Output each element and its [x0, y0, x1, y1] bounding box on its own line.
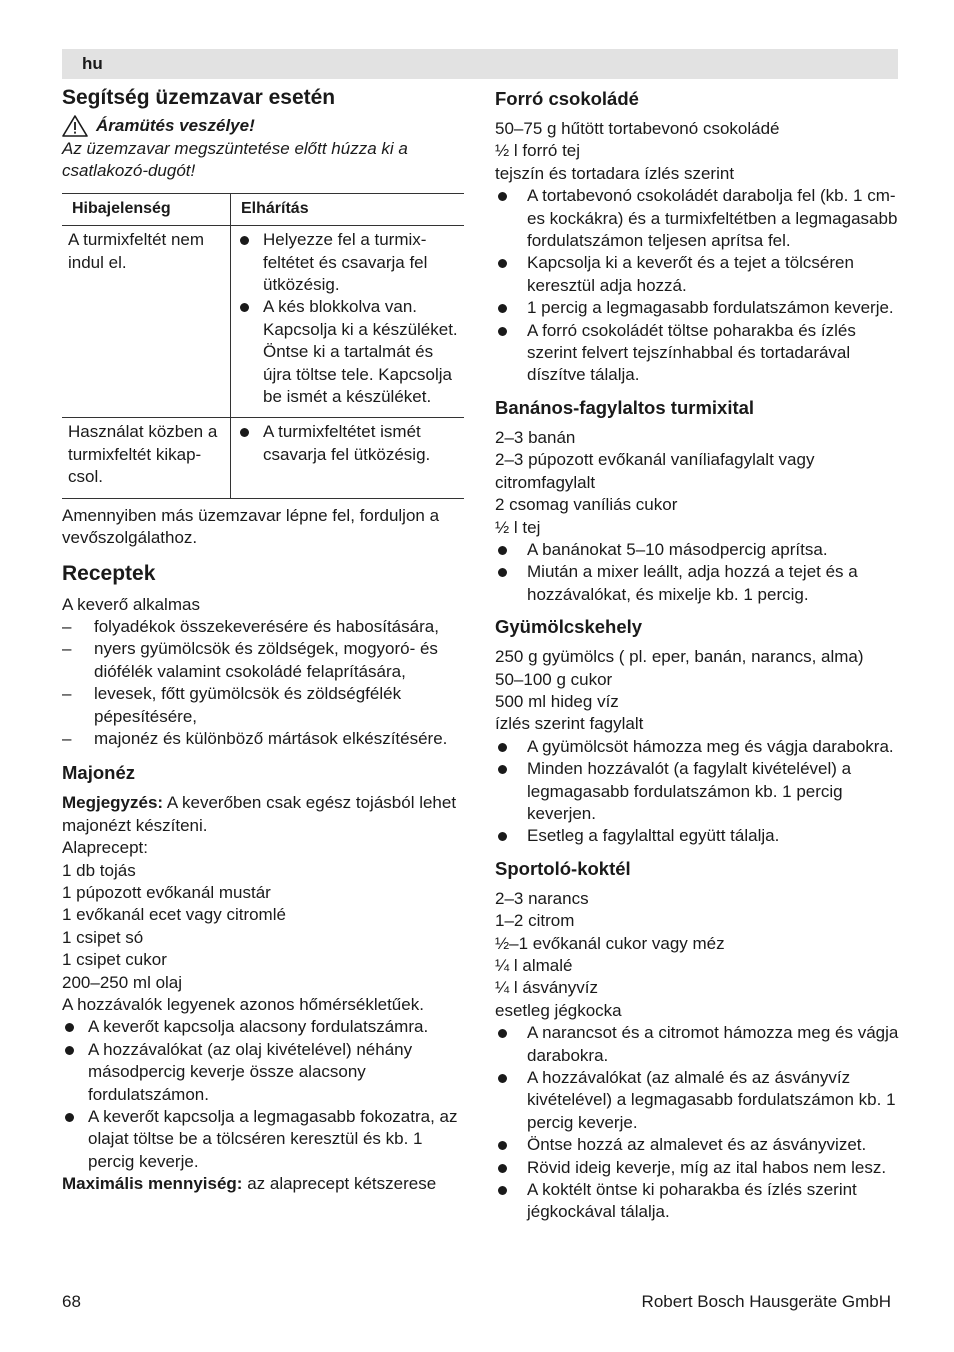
ingredient: 250 g gyümölcs ( pl. eper, banán, narancs, alma): [495, 647, 864, 667]
remedy-cell: [231, 226, 465, 418]
remedy-item: A kés blokkolva van. Kapcsolja ki a készüléket. Öntse ki a tartalmát és újra töltse tele. Kapcsolja be ismét a készüléket.: [237, 296, 460, 408]
recipes-title: Receptek: [62, 561, 156, 585]
ingredient: 1 púpozott evőkanál mustár: [62, 882, 271, 902]
ingredient: 500 ml hideg víz: [495, 691, 619, 711]
step-item: A tortabevonó csokoládét darabolja fel (kb. 1 cm-es kockákra) és a turmixfeltétben a legmagasabb fordulatszámon teljesen aprítsa fel.: [495, 185, 899, 252]
right-column: [495, 86, 899, 1224]
ingredient: 1 db tojás: [62, 860, 136, 880]
problem-cell: A turmixfeltét nem indul el.: [62, 226, 231, 418]
service-note: Amennyiben más üzemzavar lépne fel, forduljon a vevőszolgálathoz.: [62, 505, 440, 548]
list-item: – nyers gyümölcsök és zöldségek, mogyoró- és diófélék valamint csokoládé felaprítására,: [62, 638, 464, 683]
recipe-title: Sportoló-koktél: [495, 857, 631, 879]
fault-table: [62, 193, 464, 499]
step-item: A narancsot és a citromot hámozza meg és vágja darabokra.: [495, 1022, 899, 1067]
step-item: A koktélt öntse ki poharakba és ízlés szerint jégkockával tálalja.: [495, 1179, 899, 1224]
recipes-intro: A keverő alkalmas: [62, 594, 200, 614]
table-header-problem: Hibajelenség: [62, 193, 231, 225]
left-column: [62, 84, 464, 1196]
mayo-base-label: Alaprecept:: [62, 838, 148, 858]
mayo-note-text: A keverőben csak egész tojásból lehet majonézt készíteni.: [62, 793, 457, 835]
recipe-steps: [495, 1022, 899, 1224]
remedy-cell: [231, 418, 465, 498]
step-item: A banánokat 5–10 másodpercig aprítsa.: [495, 539, 899, 561]
recipe-steps: [495, 736, 899, 848]
recipes-uses-list: [62, 616, 464, 750]
step-item: A keverőt kapcsolja alacsony fordulatszámra.: [62, 1016, 464, 1038]
ingredient: 2 csomag vaníliás cukor: [495, 495, 678, 515]
mayo-max: [62, 1173, 464, 1195]
step-item: A hozzávalókat (az almalé és az ásványvíz kivételével) a legmagasabb fordulatszámon kb. 1 percig keverje.: [495, 1067, 899, 1134]
ingredient: tejszín és tortadara ízlés szerint: [495, 163, 735, 183]
ingredient: ½ l forró tej: [495, 141, 581, 161]
ingredient: 2–3 narancs: [495, 888, 589, 908]
ingredient: 2–3 púpozott evőkanál vaníliafagylalt vagy citromfagylalt: [495, 450, 815, 492]
ingredient: ½–1 evőkanál cukor vagy méz: [495, 933, 725, 953]
ingredient: 1–2 citrom: [495, 911, 575, 931]
ingredient: 1 csipet cukor: [62, 950, 167, 970]
step-item: 1 percig a legmagasabb fordulatszámon keverje.: [495, 297, 899, 319]
step-item: A hozzávalókat (az olaj kivételével) néhány másodpercig keverje össze alacsony fordulatszámon.: [62, 1039, 464, 1106]
ingredient: ízlés szerint fagylalt: [495, 714, 644, 734]
mayo-temp-note: A hozzávalók legyenek azonos hőmérsékletűek.: [62, 995, 424, 1014]
step-item: A keverőt kapcsolja a legmagasabb fokozatra, az olajat töltse be a tölcséren keresztül és kb. 1 percig keverje.: [62, 1106, 464, 1173]
step-item: Esetleg a fagylalttal együtt tálalja.: [495, 825, 899, 847]
table-row: [62, 226, 464, 418]
step-item: Kapcsolja ki a keverőt és a tejet a tölcséren keresztül adja hozzá.: [495, 252, 899, 297]
list-item: – folyadékok összekeverésére és habosítására,: [62, 616, 464, 638]
ingredient: 50–100 g cukor: [495, 669, 613, 689]
step-item: Minden hozzávalót (a fagylalt kivételével) a legmagasabb fordulatszámon kb. 1 percig keverjen.: [495, 758, 899, 825]
step-item: Miután a mixer leállt, adja hozzá a tejet és a hozzávalókat, és mixelje kb. 1 percig.: [495, 561, 899, 606]
mayo-max-label: Maximális mennyiség:: [62, 1174, 243, 1194]
ingredient: ¼ l ásványvíz: [495, 978, 598, 998]
ingredient: 200–250 ml olaj: [62, 972, 183, 992]
ingredient: 1 evőkanál ecet vagy citromlé: [62, 905, 286, 925]
ingredient: 1 csipet só: [62, 927, 144, 947]
table-header-remedy: Elhárítás: [231, 193, 465, 225]
warning-heading: [62, 114, 464, 138]
problem-cell: Használat közben a turmixfeltét kikap-csol.: [62, 418, 231, 498]
mayo-note-label: Megjegyzés:: [62, 793, 164, 813]
ingredient: ¼ l almalé: [495, 956, 573, 975]
language-code: hu: [82, 54, 103, 73]
ingredient: 50–75 g hűtött tortabevonó csokoládé: [495, 119, 780, 138]
table-row: [62, 418, 464, 498]
warning-text: Az üzemzavar megszüntetése előtt húzza ki a csatlakozó-dugót!: [62, 139, 408, 181]
ingredient: ½ l tej: [495, 517, 541, 537]
language-bar: [62, 49, 898, 79]
recipe-steps: [495, 539, 899, 606]
mayo-note: [62, 792, 464, 837]
list-item: – majonéz és különböző mártások elkészítésére.: [62, 728, 464, 750]
warning-title: Áramütés veszélye!: [96, 115, 255, 135]
company-name: Robert Bosch Hausgeräte GmbH: [641, 1292, 891, 1311]
ingredient: esetleg jégkocka: [495, 1000, 622, 1020]
recipe-title: Forró csokoládé: [495, 88, 639, 109]
recipe-title: Banános-fagylaltos turmixital: [495, 396, 755, 418]
page-number: 68: [62, 1292, 81, 1311]
remedy-item: A turmixfeltétet ismét csavarja fel ütközésig.: [237, 421, 460, 466]
mayo-steps: [62, 1016, 464, 1173]
list-item: – levesek, főtt gyümölcsök és zöldségfélék pépesítésére,: [62, 683, 464, 728]
recipe-steps: [495, 185, 899, 387]
step-item: A forró csokoládét töltse poharakba és ízlés szerint felvert tejszínhabbal és tortadarával díszítve tálalja.: [495, 320, 899, 387]
help-title: Segítség üzemzavar esetén: [62, 86, 336, 109]
recipe-title: Gyümölcskehely: [495, 616, 643, 638]
remedy-item: Helyezze fel a turmix-feltétet és csavarja fel ütközésig.: [237, 229, 460, 296]
step-item: Rövid ideig keverje, míg az ital habos nem lesz.: [495, 1157, 899, 1179]
mayo-title: Majonéz: [62, 762, 135, 784]
ingredient: 2–3 banán: [495, 427, 576, 447]
warning-triangle-icon: [62, 114, 88, 138]
step-item: A gyümölcsöt hámozza meg és vágja darabokra.: [495, 736, 899, 758]
step-item: Öntse hozzá az almalevet és az ásványvizet.: [495, 1134, 899, 1156]
mayo-max-text: az alaprecept kétszerese: [242, 1174, 437, 1194]
